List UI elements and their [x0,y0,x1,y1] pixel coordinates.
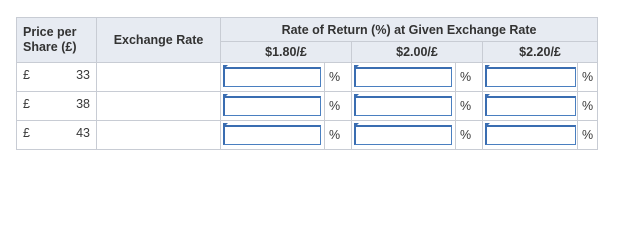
percent-label: % [456,92,483,121]
return-input-r3-2.20[interactable] [485,125,576,145]
price-header-line1: Price per [23,25,77,39]
percent-label: % [456,121,483,150]
rate-header-2.00: $2.00/£ [352,42,483,63]
return-input-cell [221,121,325,150]
return-input-r3-2.00[interactable] [354,125,452,145]
table-row [17,121,598,150]
percent-label: % [578,92,598,121]
return-input-cell [483,92,578,121]
price-header-line2: Share (£) [23,40,77,54]
return-input-cell [352,63,456,92]
return-input-cell [483,63,578,92]
price-cell [17,121,97,150]
exchange-rate-cell [97,63,221,92]
return-input-cell [483,121,578,150]
price-value: 33 [76,68,90,82]
exchange-rate-cell [97,121,221,150]
pound-symbol: £ [23,68,30,82]
pound-symbol: £ [23,126,30,140]
percent-label: % [578,63,598,92]
price-value: 43 [76,126,90,140]
percent-label: % [456,63,483,92]
price-per-share-header [17,18,97,63]
return-table-container [16,17,597,150]
rate-header-2.20: $2.20/£ [483,42,598,63]
return-input-r2-2.20[interactable] [485,96,576,116]
percent-label: % [578,121,598,150]
percent-label: % [325,121,352,150]
percent-label: % [325,92,352,121]
rate-header-1.80: $1.80/£ [221,42,352,63]
return-input-r1-2.00[interactable] [354,67,452,87]
table-row [17,63,598,92]
exchange-rate-cell [97,92,221,121]
return-input-r2-2.00[interactable] [354,96,452,116]
table-row [17,92,598,121]
price-cell [17,92,97,121]
exchange-rate-header: Exchange Rate [97,18,221,63]
return-input-r1-1.80[interactable] [223,67,321,87]
price-value: 38 [76,97,90,111]
price-cell [17,63,97,92]
return-input-r2-1.80[interactable] [223,96,321,116]
pound-symbol: £ [23,97,30,111]
return-input-r3-1.80[interactable] [223,125,321,145]
return-input-cell [352,92,456,121]
return-input-r1-2.20[interactable] [485,67,576,87]
rate-of-return-group-header: Rate of Return (%) at Given Exchange Rate [221,18,598,42]
return-input-cell [221,92,325,121]
return-input-cell [221,63,325,92]
return-input-cell [352,121,456,150]
rate-of-return-table [16,17,598,150]
percent-label: % [325,63,352,92]
